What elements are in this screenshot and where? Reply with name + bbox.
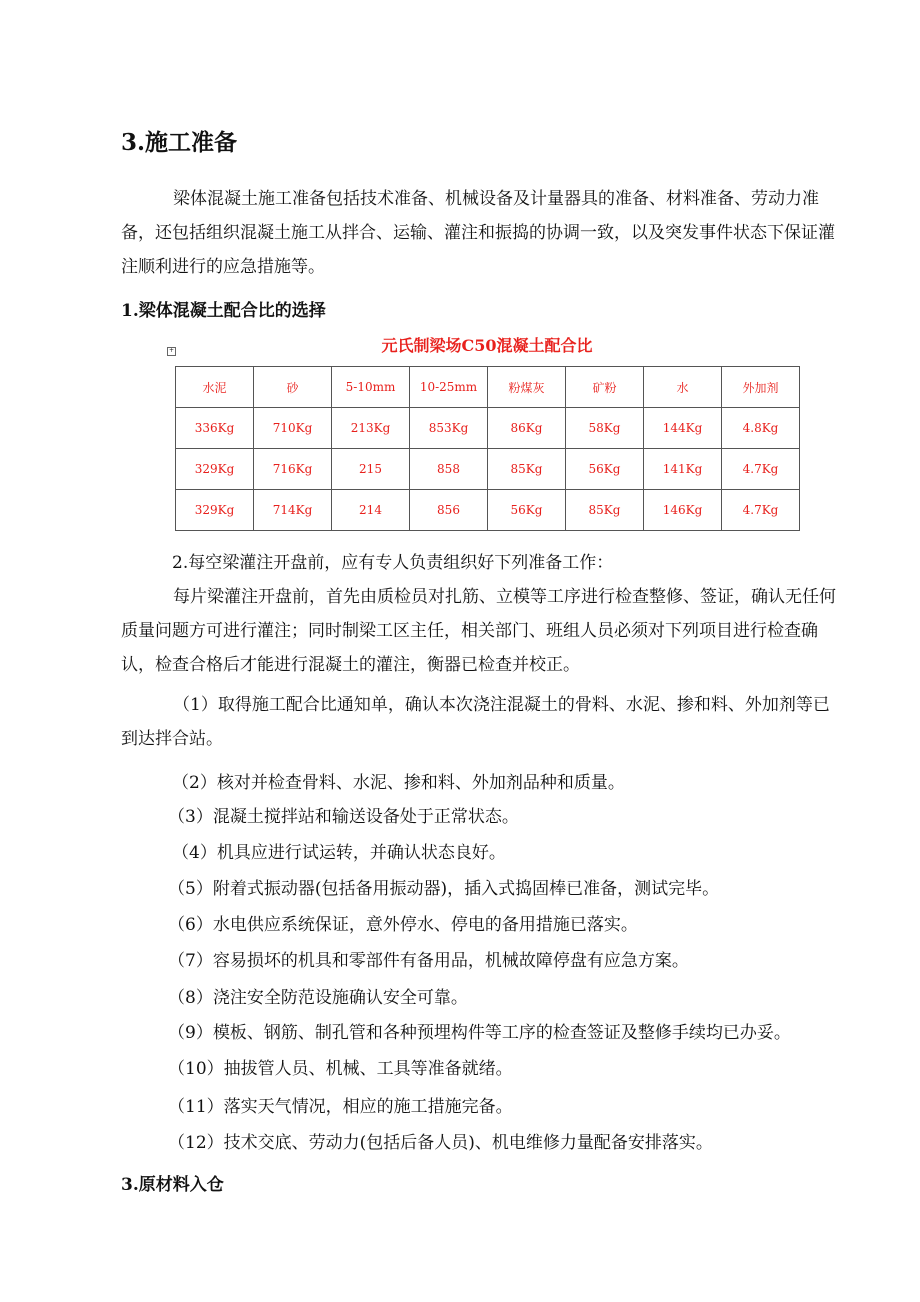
table-header-cell: 砂 bbox=[254, 367, 332, 408]
table-cell: 56Kg bbox=[488, 490, 566, 531]
table-cell: 714Kg bbox=[254, 490, 332, 531]
table-header-cell: 水 bbox=[644, 367, 722, 408]
table-cell: 329Kg bbox=[176, 490, 254, 531]
table-anchor-icon: + bbox=[168, 347, 175, 354]
list-item: （6）水电供应系统保证，意外停水、停电的备用措施已落实。 bbox=[168, 915, 638, 935]
table-row bbox=[176, 490, 800, 531]
mix-table-title: 元氏制梁场C50混凝土配合比 bbox=[381, 336, 593, 355]
list-item: （9）模板、钢筋、制孔管和各种预埋构件等工序的检查签证及整修手续均已办妥。 bbox=[168, 1023, 791, 1043]
table-cell: 4.8Kg bbox=[722, 408, 800, 449]
table-cell: 710Kg bbox=[254, 408, 332, 449]
list-item: （12）技术交底、劳动力(包括后备人员)、机电维修力量配备安排落实。 bbox=[168, 1133, 713, 1153]
table-header-cell: 外加剂 bbox=[722, 367, 800, 408]
table-header-cell: 矿粉 bbox=[566, 367, 644, 408]
mix-ratio-table bbox=[175, 366, 800, 531]
table-cell: 853Kg bbox=[410, 408, 488, 449]
table-cell: 4.7Kg bbox=[722, 449, 800, 490]
list-item: （2）核对并检查骨料、水泥、掺和料、外加剂品种和质量。 bbox=[172, 773, 625, 793]
table-cell: 146Kg bbox=[644, 490, 722, 531]
table-cell: 144Kg bbox=[644, 408, 722, 449]
main-heading: 3.施工准备 bbox=[121, 129, 238, 156]
list-item: （8）浇注安全防范设施确认安全可靠。 bbox=[168, 988, 468, 1008]
list-item: （11）落实天气情况，相应的施工措施完备。 bbox=[168, 1097, 513, 1117]
table-cell: 86Kg bbox=[488, 408, 566, 449]
table-header-row bbox=[176, 367, 800, 408]
table-header-cell: 粉煤灰 bbox=[488, 367, 566, 408]
section2-paragraph: 每片梁灌注开盘前，首先由质检员对扎筋、立模等工序进行检查整修、签证，确认无任何质量问题方可进行灌注；同时制梁工区主任，相关部门、班组人员必须对下列项目进行检查确认，检查合格后才能进行混凝土的灌注，衡器已检查并校正。 bbox=[121, 587, 836, 675]
list-item: （7）容易损坏的机具和零部件有备用品，机械故障停盘有应急方案。 bbox=[168, 951, 689, 971]
table-cell: 213Kg bbox=[332, 408, 410, 449]
table-cell: 336Kg bbox=[176, 408, 254, 449]
table-cell: 329Kg bbox=[176, 449, 254, 490]
table-cell: 856 bbox=[410, 490, 488, 531]
table-cell: 85Kg bbox=[566, 490, 644, 531]
table-cell: 214 bbox=[332, 490, 410, 531]
table-cell: 4.7Kg bbox=[722, 490, 800, 531]
list-item: （3）混凝土搅拌站和输送设备处于正常状态。 bbox=[168, 807, 519, 827]
list-item: （5）附着式振动器(包括备用振动器)，插入式捣固棒已准备，测试完毕。 bbox=[168, 879, 720, 899]
section2-title: 2.每空梁灌注开盘前，应有专人负责组织好下列准备工作： bbox=[172, 553, 614, 573]
list-item-1: （1）取得施工配合比通知单，确认本次浇注混凝土的骨料、水泥、掺和料、外加剂等已到达拌合站。 bbox=[121, 695, 830, 749]
section3-title: 3.原材料入仓 bbox=[121, 1175, 224, 1195]
table-cell: 58Kg bbox=[566, 408, 644, 449]
table-cell: 215 bbox=[332, 449, 410, 490]
intro-paragraph: 梁体混凝土施工准备包括技术准备、机械设备及计量器具的准备、材料准备、劳动力准备，还包括组织混凝土施工从拌合、运输、灌注和振捣的协调一致，以及突发事件状态下保证灌注顺利进行的应急措施等。 bbox=[121, 189, 835, 277]
table-cell: 56Kg bbox=[566, 449, 644, 490]
table-row bbox=[176, 449, 800, 490]
table-cell: 85Kg bbox=[488, 449, 566, 490]
list-item: （4）机具应进行试运转，并确认状态良好。 bbox=[172, 843, 506, 863]
list-item: （10）抽拔管人员、机械、工具等准备就绪。 bbox=[168, 1059, 513, 1079]
table-header-cell: 水泥 bbox=[176, 367, 254, 408]
table-header-cell: 10-25mm bbox=[410, 367, 488, 408]
table-row bbox=[176, 408, 800, 449]
table-cell: 716Kg bbox=[254, 449, 332, 490]
table-cell: 858 bbox=[410, 449, 488, 490]
section1-title: 1.梁体混凝土配合比的选择 bbox=[121, 301, 326, 321]
table-header-cell: 5-10mm bbox=[332, 367, 410, 408]
table-cell: 141Kg bbox=[644, 449, 722, 490]
